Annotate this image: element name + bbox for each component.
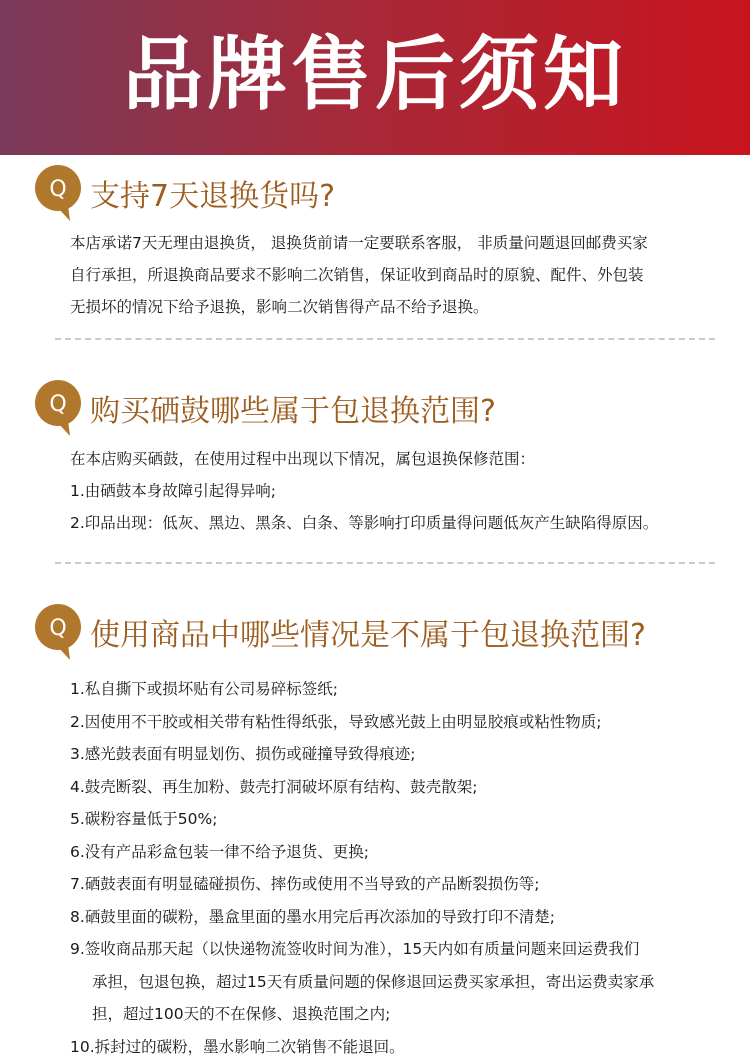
list-item: 1.私自撕下或损坏贴有公司易碎标签纸; — [70, 673, 720, 706]
svg-text:Q: Q — [49, 392, 66, 417]
list-item: 6.没有产品彩盒包装一律不给予退货、更换; — [70, 836, 720, 869]
svg-text:Q: Q — [49, 177, 66, 202]
question-title: 使用商品中哪些情况是不属于包退换范围? — [90, 610, 646, 654]
list-item-continuation: 承担，包退包换，超过15天有质量问题的保修退回运费买家承担，寄出运费卖家承 — [70, 966, 720, 999]
exclusion-list — [70, 673, 720, 1063]
list-item-continuation: 担，超过100天的不在保修、退换范围之内; — [70, 998, 720, 1031]
q-bubble-icon — [32, 378, 84, 438]
answer-line: 自行承担，所退换商品要求不影响二次销售，保证收到商品时的原貌、配件、外包装 — [70, 259, 710, 291]
svg-text:Q: Q — [49, 616, 66, 641]
header-banner — [0, 0, 750, 155]
page-title: 品牌售后须知 — [123, 35, 627, 115]
list-item: 3.感光鼓表面有明显划伤、损伤或碰撞导致得痕迹; — [70, 738, 720, 771]
q-bubble-icon — [32, 163, 84, 223]
answer-line: 在本店购买硒鼓，在使用过程中出现以下情况，属包退换保修范围： — [70, 443, 710, 475]
question-title: 购买硒鼓哪些属于包退换范围? — [90, 386, 496, 430]
list-item: 7.硒鼓表面有明显磕碰损伤、摔伤或使用不当导致的产品断裂损伤等; — [70, 868, 720, 901]
answer-line: 1.由硒鼓本身故障引起得异响; — [70, 475, 710, 507]
list-item: 8.硒鼓里面的碳粉，墨盒里面的墨水用完后再次添加的导致打印不清楚; — [70, 901, 720, 934]
faq-question-3 — [32, 602, 646, 662]
list-item: 9.签收商品那天起（以快递物流签收时间为准），15天内如有质量问题来回运费我们 — [70, 933, 720, 966]
question-title: 支持7天退换货吗? — [90, 171, 335, 215]
list-item: 10.拆封过的碳粉，墨水影响二次销售不能退回。 — [70, 1031, 720, 1063]
answer-text-2 — [70, 443, 710, 539]
answer-line: 2.印品出现：低灰、黑边、黑条、白条、等影响打印质量得问题低灰产生缺陷得原因。 — [70, 507, 710, 539]
faq-question-1 — [32, 163, 335, 223]
answer-text-1 — [70, 227, 710, 323]
answer-line: 无损坏的情况下给予退换，影响二次销售得产品不给予退换。 — [70, 291, 710, 323]
dashed-divider — [55, 562, 715, 564]
answer-line: 本店承诺7天无理由退换货， 退换货前请一定要联系客服， 非质量问题退回邮费买家 — [70, 227, 710, 259]
q-bubble-icon — [32, 602, 84, 662]
list-item: 5.碳粉容量低于50%; — [70, 803, 720, 836]
list-item: 2.因使用不干胶或相关带有粘性得纸张，导致感光鼓上由明显胶痕或粘性物质; — [70, 706, 720, 739]
list-item: 4.鼓壳断裂、再生加粉、鼓壳打洞破坏原有结构、鼓壳散架; — [70, 771, 720, 804]
faq-question-2 — [32, 378, 496, 438]
dashed-divider — [55, 338, 715, 340]
